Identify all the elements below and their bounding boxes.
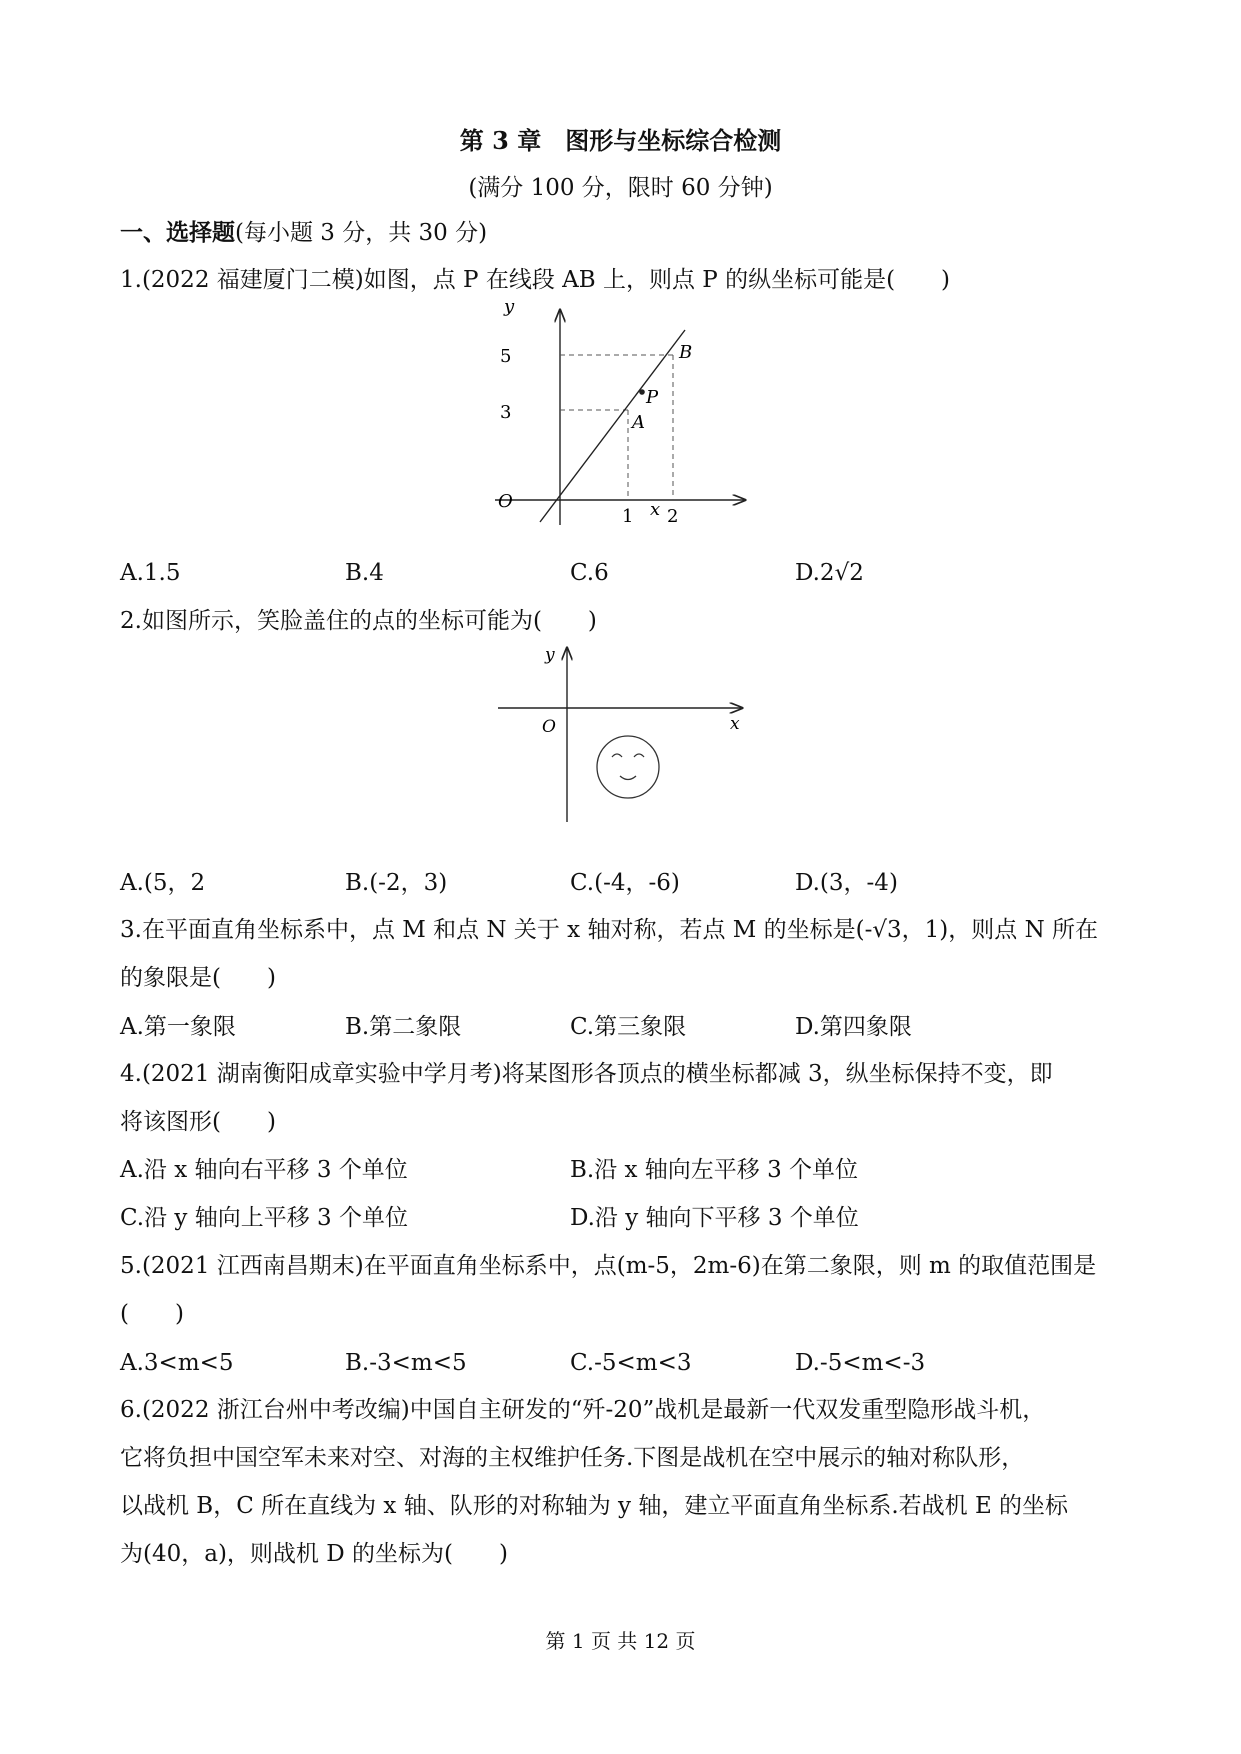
question-3-option-c: C.第三象限	[570, 1014, 687, 1040]
question-1-figure	[480, 300, 760, 540]
question-5-option-d: D.-5<m<-3	[795, 1350, 926, 1376]
fig1-tick-1: 1	[622, 506, 634, 527]
question-6-line-3: 以战机 B，C 所在直线为 x 轴、队形的对称轴为 y 轴，建立平面直角坐标系.若战机 E 的坐标	[120, 1493, 1069, 1519]
question-3-option-a: A.第一象限	[120, 1014, 236, 1040]
fig1-point-a-label: A	[632, 412, 645, 433]
question-2-figure	[490, 640, 760, 825]
smiley-face-icon	[597, 736, 659, 798]
question-1-option-b: B.4	[345, 560, 384, 586]
question-1-option-d: D.2√2	[795, 560, 864, 586]
fig1-tick-5: 5	[500, 346, 512, 367]
section-note: (每小题 3 分，共 30 分)	[235, 220, 488, 246]
question-5-option-b: B.-3<m<5	[345, 1350, 467, 1376]
question-5-option-a: A.3<m<5	[120, 1350, 234, 1376]
question-5-line-1: 5.(2021 江西南昌期末)在平面直角坐标系中，点(m-5，2m-6)在第二象限，则 m 的取值范围是	[120, 1253, 1097, 1279]
question-1-option-c: C.6	[570, 560, 609, 586]
question-1-option-a: A.1.5	[120, 560, 181, 586]
question-6-line-2: 它将负担中国空军未来对空、对海的主权维护任务.下图是战机在空中展示的轴对称队形，	[120, 1445, 1025, 1471]
question-4-line-1: 4.(2021 湖南衡阳成章实验中学月考)将某图形各顶点的横坐标都减 3，纵坐标保持不变，即	[120, 1061, 1053, 1087]
question-2-option-b: B.(-2，3)	[345, 870, 448, 896]
question-1-stem: 1.(2022 福建厦门二模)如图，点 P 在线段 AB 上，则点 P 的纵坐标可能是( )	[120, 267, 951, 293]
question-4-option-c: C.沿 y 轴向上平移 3 个单位	[120, 1205, 408, 1231]
question-2-option-a: A.(5，2	[120, 870, 206, 896]
question-4-line-2: 将该图形( )	[120, 1109, 276, 1135]
page-title: 第 3 章 图形与坐标综合检测	[459, 126, 782, 155]
fig1-y-label: y	[504, 300, 515, 317]
fig2-y-label: y	[545, 645, 555, 665]
line-ab	[540, 330, 685, 522]
fig1-point-p-label: P	[646, 387, 659, 408]
question-2-option-c: C.(-4，-6)	[570, 870, 680, 896]
question-4-option-d: D.沿 y 轴向下平移 3 个单位	[570, 1205, 859, 1231]
fig1-tick-3: 3	[500, 402, 512, 423]
question-3-option-d: D.第四象限	[795, 1014, 912, 1040]
section-heading	[120, 218, 487, 248]
question-4-option-b: B.沿 x 轴向左平移 3 个单位	[570, 1157, 859, 1183]
page-subtitle: (满分 100 分，限时 60 分钟)	[468, 175, 773, 201]
fig2-x-label: x	[730, 714, 740, 734]
question-2-stem: 2.如图所示，笑脸盖住的点的坐标可能为( )	[120, 608, 597, 634]
fig1-point-b-label: B	[679, 342, 693, 363]
point-p	[639, 389, 645, 395]
fig1-origin-label: O	[498, 491, 513, 512]
page-footer: 第 1 页 共 12 页	[545, 1629, 696, 1653]
question-6-line-1: 6.(2022 浙江台州中考改编)中国自主研发的“歼-20”战机是最新一代双发重型隐形战斗机，	[120, 1397, 1046, 1423]
question-3-line-1: 3.在平面直角坐标系中，点 M 和点 N 关于 x 轴对称，若点 M 的坐标是(-√3，1)，则点 N 所在	[120, 917, 1099, 943]
question-3-line-2: 的象限是( )	[120, 965, 276, 991]
fig1-tick-2: 2	[667, 506, 679, 527]
fig2-origin-label: O	[542, 717, 556, 737]
question-5-line-2: ( )	[120, 1301, 184, 1327]
question-6-line-4: 为(40，a)，则战机 D 的坐标为( )	[120, 1541, 508, 1567]
section-title: 一、选择题	[120, 219, 235, 246]
fig1-x-label: x	[650, 499, 661, 520]
question-5-option-c: C.-5<m<3	[570, 1350, 692, 1376]
question-4-option-a: A.沿 x 轴向右平移 3 个单位	[120, 1157, 408, 1183]
question-3-option-b: B.第二象限	[345, 1014, 462, 1040]
question-2-option-d: D.(3，-4)	[795, 870, 898, 896]
